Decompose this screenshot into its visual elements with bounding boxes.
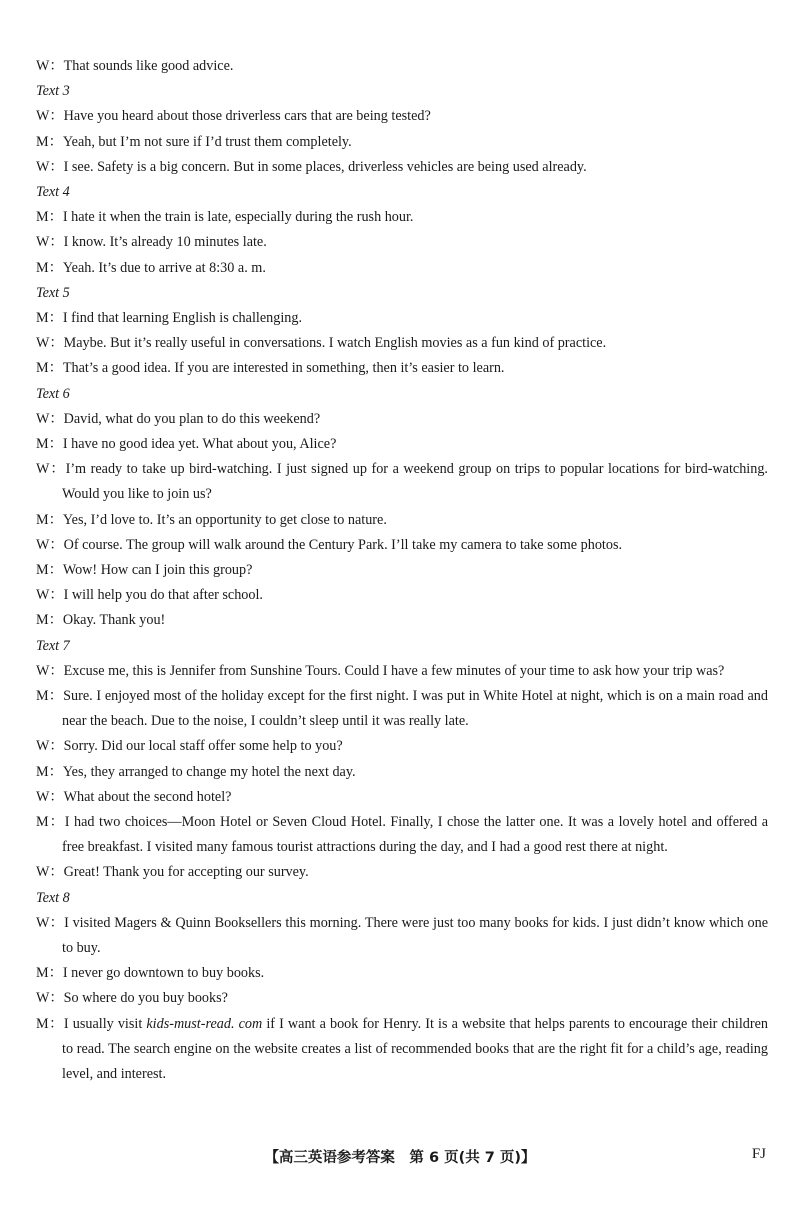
dialogue-line [36, 155, 768, 180]
speaker-label [36, 411, 64, 427]
speaker: W [36, 914, 50, 931]
dialogue-line [36, 205, 768, 230]
utterance-text: Yes, I’d love to. It’s an opportunity to get close to nature. [62, 511, 387, 528]
speaker-separator: ： [49, 335, 64, 352]
speaker: W [36, 158, 50, 175]
speaker-label [36, 310, 63, 326]
utterance-text [62, 1016, 768, 1082]
speaker-label [36, 1016, 64, 1032]
speaker: W [36, 335, 50, 352]
dialogue-line [36, 533, 768, 558]
speaker: M [36, 309, 49, 326]
speaker: W [36, 788, 50, 805]
speaker-label [36, 864, 64, 880]
speaker-separator: ： [49, 58, 64, 74]
speaker: M [36, 209, 49, 226]
speaker: M [36, 511, 49, 528]
speaker-label [36, 814, 65, 830]
speaker-label [36, 159, 64, 175]
utterance-text: Sure. I enjoyed most of the holiday except for the first night. I was put in White Hotel at night, which is on a main road and near the beach. Due to the noise, I couldn’t sleep until it was really late. [62, 688, 768, 730]
dialogue-line [36, 760, 768, 785]
dialogue-line [36, 810, 768, 860]
speaker: M [36, 562, 49, 578]
speaker-separator: ： [48, 435, 63, 452]
speaker-label [36, 587, 64, 603]
speaker-label [36, 537, 64, 553]
speaker-separator: ： [49, 587, 64, 604]
dialogue-line [36, 734, 768, 759]
utterance-text: That sounds like good advice. [63, 58, 234, 74]
speaker-separator: ： [49, 990, 64, 1007]
dialogue-line [36, 860, 768, 885]
speaker-label [36, 915, 64, 931]
utterance-text: Great! Thank you for accepting our survey. [63, 864, 309, 881]
dialogue-line [36, 457, 768, 507]
dialogue-line [36, 331, 768, 356]
speaker-separator: ： [49, 234, 64, 251]
utterance-text: David, what do you plan to do this weekend? [63, 410, 321, 427]
speaker: M [36, 1015, 49, 1032]
speaker: M [36, 259, 49, 276]
dialogue-line [36, 986, 768, 1011]
utterance-text-part: I usually visit [63, 1015, 147, 1032]
dialogue-line [36, 230, 768, 255]
dialogue-line [36, 659, 768, 684]
dialogue-line [36, 104, 768, 129]
speaker-label [36, 260, 63, 276]
footer-page-info: 【高三英语参考答案 第 6 页(共 7 页)】 [264, 1150, 536, 1166]
dialogue-line [36, 583, 768, 608]
utterance-text-part: if I want a book for Henry. It is a website that helps parents to encourage their children to read. The search engine on the website creates a list of recommended books that are the right fit for a child’s age, reading level, and interest. [62, 1015, 768, 1083]
utterance-text: Maybe. But it’s really useful in conversations. I watch English movies as a fun kind of practice. [63, 335, 607, 352]
utterance-text: Of course. The group will walk around the Century Park. I’ll take my camera to take some photos. [63, 536, 623, 553]
speaker-separator: ： [49, 914, 65, 931]
utterance-text: I hate it when the train is late, especially during the rush hour. [62, 209, 414, 226]
speaker-label [36, 663, 64, 679]
speaker-separator: ： [49, 536, 64, 553]
utterance-text: I never go downtown to buy books. [62, 965, 265, 982]
speaker-label [36, 512, 63, 528]
utterance-text: I will help you do that after school. [63, 587, 263, 604]
footer-code: FJ [751, 1146, 766, 1162]
utterance-text: I see. Safety is a big concern. But in some places, driverless vehicles are being used already. [63, 158, 587, 175]
speaker-separator: ： [49, 158, 64, 175]
section-heading: Text 6 [36, 385, 70, 402]
speaker-separator: ： [48, 763, 63, 780]
utterance-text: I’m ready to take up bird-watching. I just signed up for a weekend group on trips to popular locations for bird-watching. Would you like to join us? [62, 461, 768, 503]
speaker: W [36, 461, 50, 478]
dialogue-line [36, 256, 768, 281]
utterance-text: Excuse me, this is Jennifer from Sunshine Tours. Could I have a few minutes of your time to ask how your trip was? [63, 662, 725, 679]
speaker-label [36, 738, 64, 754]
section-heading: Text 8 [36, 889, 70, 906]
speaker-separator: ： [48, 965, 63, 982]
dialogue-line [36, 130, 768, 155]
utterance-text: Okay. Thank you! [62, 612, 166, 629]
utterance-text: I visited Magers & Quinn Booksellers this morning. There were just too many books for kids. I just didn’t know which one to buy. [62, 914, 768, 957]
dialogue-line [36, 558, 768, 583]
utterance-text: Yeah. It’s due to arrive at 8:30 a. m. [62, 259, 266, 276]
page-footer [0, 1146, 800, 1170]
speaker-separator: ： [48, 1015, 64, 1032]
speaker-label [36, 108, 64, 124]
speaker: M [36, 435, 49, 452]
speaker-label [36, 688, 63, 704]
dialogue-line [36, 432, 768, 457]
speaker-label [36, 58, 64, 74]
dialogue-line [36, 407, 768, 432]
dialogue-line [36, 306, 768, 331]
speaker-separator: ： [48, 259, 63, 276]
speaker: M [36, 763, 49, 780]
utterance-text: What about the second hotel? [63, 788, 232, 805]
utterance-text: That’s a good idea. If you are interested in something, then it’s easier to learn. [62, 360, 505, 377]
dialogue-line [36, 54, 768, 79]
speaker-label [36, 990, 64, 1006]
speaker-separator: ： [48, 562, 63, 578]
utterance-text: I find that learning English is challenging. [62, 309, 302, 326]
speaker: W [36, 234, 50, 251]
utterance-text: Yes, they arranged to change my hotel the next day. [62, 763, 356, 780]
speaker: M [36, 688, 49, 704]
speaker-separator: ： [48, 133, 63, 150]
utterance-text: Have you heard about those driverless cars that are being tested? [63, 108, 431, 125]
speaker-separator: ： [48, 209, 63, 226]
speaker: M [36, 133, 49, 150]
section-heading: Text 4 [36, 184, 70, 200]
speaker-label [36, 562, 63, 578]
speaker-label [36, 209, 63, 225]
speaker-separator: ： [49, 662, 64, 679]
speaker: W [36, 587, 50, 604]
utterance-text: Sorry. Did our local staff offer some help to you? [63, 738, 343, 755]
speaker: W [36, 738, 50, 755]
speaker-label [36, 789, 64, 805]
utterance-text: So where do you buy books? [63, 990, 228, 1007]
section-heading: Text 3 [36, 83, 70, 100]
speaker-separator: ： [49, 738, 64, 755]
dialogue-line [36, 684, 768, 734]
dialogue-line [36, 961, 768, 986]
section-heading: Text 5 [36, 284, 70, 301]
speaker-label [36, 335, 64, 351]
dialogue-line [36, 911, 768, 961]
speaker-separator: ： [49, 461, 66, 478]
speaker-separator: ： [48, 814, 65, 831]
speaker: W [36, 410, 50, 427]
dialogue-line [36, 785, 768, 810]
speaker-separator: ： [48, 511, 63, 528]
speaker-label [36, 134, 63, 150]
speaker: W [36, 662, 50, 679]
speaker: M [36, 814, 49, 831]
speaker-separator: ： [49, 788, 64, 805]
speaker-label [36, 234, 64, 250]
transcript [36, 54, 768, 1087]
speaker-separator: ： [48, 688, 64, 704]
speaker-label [36, 436, 63, 452]
speaker-separator: ： [48, 309, 63, 326]
speaker: W [36, 864, 50, 881]
dialogue-line [36, 356, 768, 381]
speaker-label [36, 764, 63, 780]
speaker-separator: ： [49, 410, 64, 427]
speaker-label [36, 965, 63, 981]
dialogue-line [36, 608, 768, 633]
utterance-text: I have no good idea yet. What about you, Alice? [62, 435, 337, 452]
utterance-text: Yeah, but I’m not sure if I’d trust them completely. [62, 133, 352, 150]
website-link-text: kids-must-read. com [146, 1015, 263, 1032]
speaker: W [36, 990, 50, 1007]
speaker-separator: ： [49, 108, 64, 125]
utterance-text: I know. It’s already 10 minutes late. [63, 234, 267, 251]
speaker-label [36, 461, 66, 477]
speaker: W [36, 536, 50, 553]
speaker: M [36, 612, 49, 629]
speaker: W [36, 58, 50, 74]
speaker: W [36, 108, 50, 125]
speaker-label [36, 360, 63, 376]
speaker-label [36, 612, 63, 628]
utterance-text: I had two choices—Moon Hotel or Seven Cloud Hotel. Finally, I chose the latter one. It was a lovely hotel and offered a free breakfast. I visited many famous tourist attractions during the day, and I had a good rest there at night. [62, 814, 768, 856]
speaker-separator: ： [49, 864, 64, 881]
speaker-separator: ： [48, 360, 63, 377]
speaker: M [36, 965, 49, 982]
section-heading: Text 7 [36, 637, 70, 654]
speaker-separator: ： [48, 612, 63, 629]
dialogue-line [36, 508, 768, 533]
utterance-text: Wow! How can I join this group? [62, 562, 253, 578]
speaker: M [36, 360, 49, 377]
dialogue-line [36, 1012, 768, 1088]
